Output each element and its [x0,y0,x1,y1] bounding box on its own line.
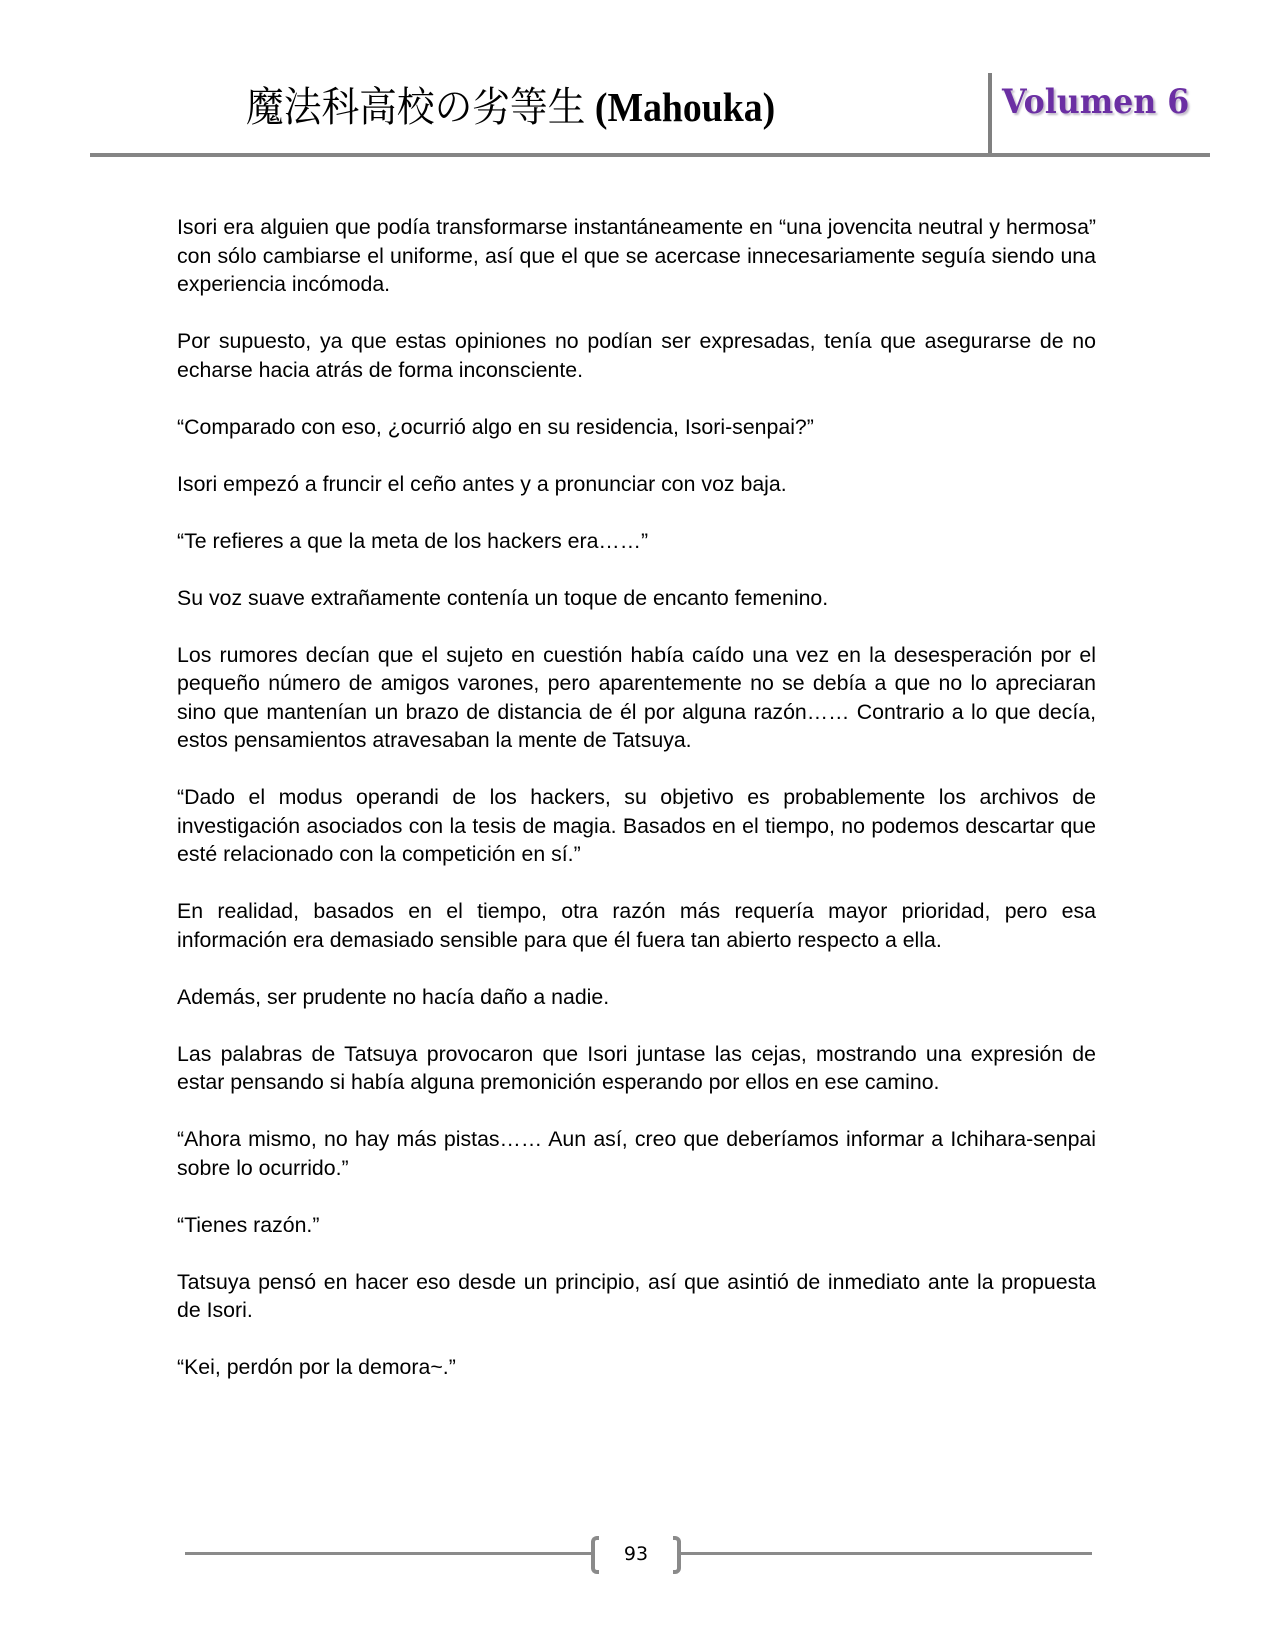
paragraph: Tatsuya pensó en hacer eso desde un principio, así que asintió de inmediato ante la propuesta de Isori. [177,1269,1096,1322]
header-title-latin: (Mahouka) [594,84,776,130]
paragraph: Los rumores decían que el sujeto en cuestión había caído una vez en la desesperación por el pequeño número de amigos varones, pero aparentemente no se debía a que no lo apreciaran sino que mantenían un brazo de distancia de él por alguna razón…… Contrario a lo que decía, estos pensamientos atravesaban la mente de Tatsuya. [177,642,1096,752]
paragraph: “Te refieres a que la meta de los hackers era……” [177,528,649,553]
paragraph: Su voz suave extrañamente contenía un toque de encanto femenino. [177,585,829,610]
paragraph: Además, ser prudente no hacía daño a nadie. [177,984,610,1009]
footer-rule-left [185,1552,595,1555]
paragraph: “Ahora mismo, no hay más pistas…… Aun así, creo que deberíamos informar a Ichihara-senpai sobre lo ocurrido.” [177,1127,1096,1180]
paragraph: “Comparado con eso, ¿ocurrió algo en su residencia, Isori-senpai?” [177,414,814,439]
footer-rule-right [677,1552,1092,1555]
header-rule [90,153,1210,157]
paragraph: Isori era alguien que podía transformarse instantáneamente en “una jovencita neutral y hermosa” con sólo cambiarse el uniforme, así que el que se acercase innecesariamente seguía siendo una experiencia incómoda. [177,215,1096,296]
header-title [246,80,798,134]
paragraph: “Dado el modus operandi de los hackers, su objetivo es probablemente los archivos de investigación asociados con la tesis de magia. Basados en el tiempo, no podemos descartar que esté relacionado con la competición en sí.” [177,785,1096,866]
page-number: 93 [623,1543,649,1565]
paragraph: Por supuesto, ya que estas opiniones no podían ser expresadas, tenía que asegurarse de no echarse hacia atrás de forma inconsciente. [177,329,1096,382]
volume-label: Volumen 6 [1002,82,1190,122]
header-title-japanese: 魔法科高校の劣等生 [246,84,586,130]
body-text [177,213,1096,1382]
left-bracket-icon [591,1536,599,1574]
paragraph: Isori empezó a fruncir el ceño antes y a pronunciar con voz baja. [177,471,787,496]
paragraph: Las palabras de Tatsuya provocaron que Isori juntase las cejas, mostrando una expresión de estar pensando si había alguna premonición esperando por ellos en ese camino. [177,1041,1096,1094]
header-vertical-divider [988,73,992,157]
right-bracket-icon [673,1536,681,1574]
paragraph: “Kei, perdón por la demora~.” [177,1355,456,1379]
paragraph: “Tienes razón.” [177,1212,320,1237]
paragraph: En realidad, basados en el tiempo, otra razón más requería mayor prioridad, pero esa información era demasiado sensible para que él fuera tan abierto respecto a ella. [177,899,1096,952]
